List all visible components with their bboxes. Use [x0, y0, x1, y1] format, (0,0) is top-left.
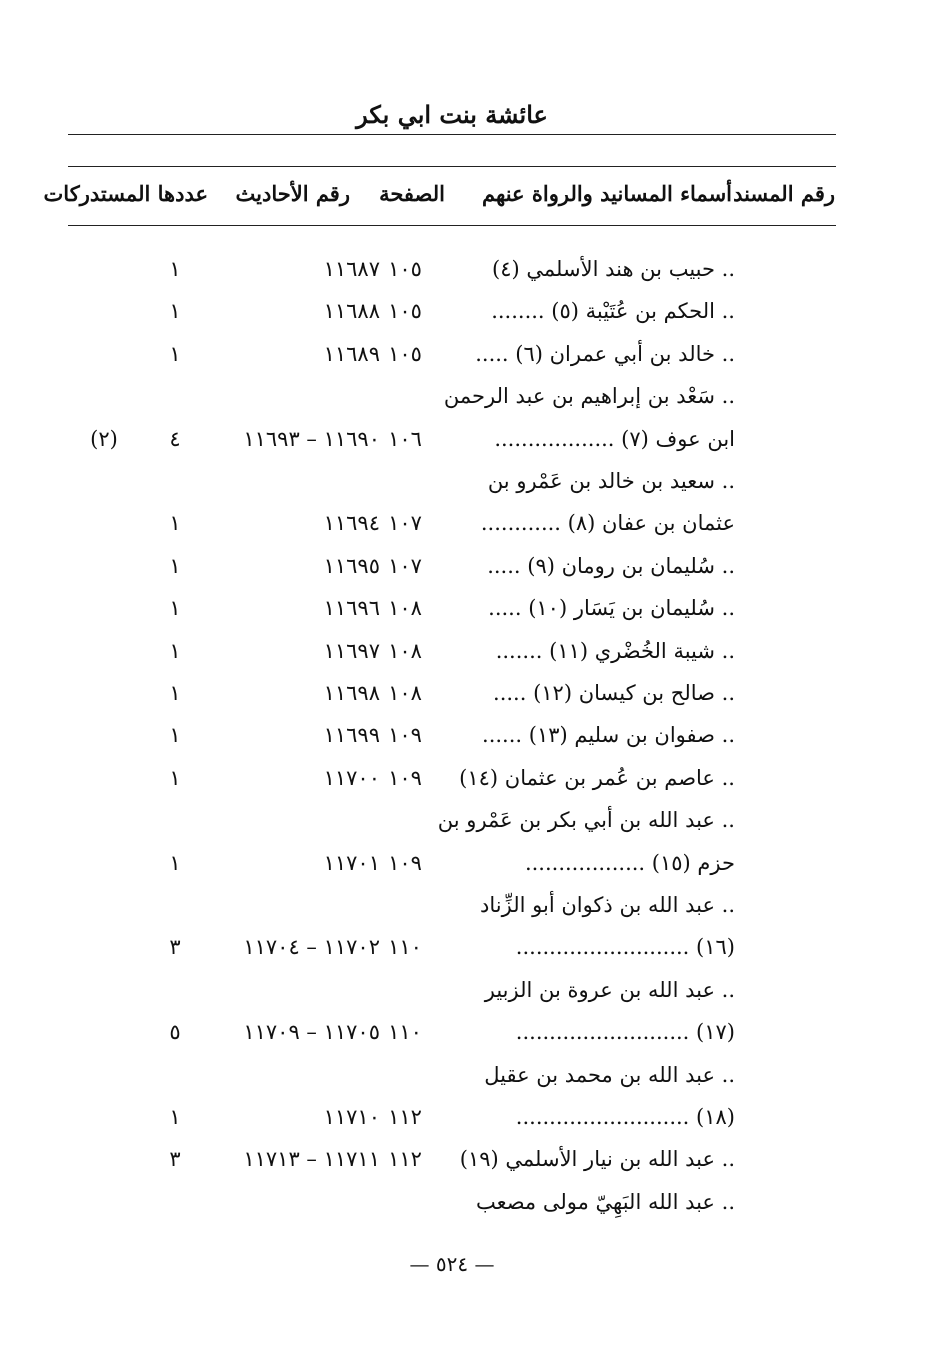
table-row [0, 587, 930, 629]
header-count: عددها المستدركات [43, 181, 208, 206]
mustadrakat-cell: (٢) [90, 427, 118, 451]
header-musnad-number: رقم المسند [733, 181, 835, 206]
table-row [0, 969, 930, 1011]
table-row [0, 714, 930, 756]
mustadrakat-cell [78, 587, 130, 629]
mustadrakat-cell [78, 1096, 130, 1138]
page-number-cell: ١٠٨ [388, 639, 422, 663]
hadith-numbers-cell: ١١٧٠٥ – ١١٧٠٩ [243, 1020, 380, 1044]
hadith-numbers-cell: ١١٦٨٨ [323, 299, 380, 323]
narrator-name: .. عبد الله بن نيار الأسلمي (١٩) [459, 1147, 735, 1171]
mustadrakat-cell [78, 714, 130, 756]
count-cell: ٤ [169, 427, 181, 451]
hadith-numbers-cell: ١١٧٠٢ – ١١٧٠٤ [243, 935, 380, 959]
page-number-cell: ١٠٥ [388, 342, 422, 366]
table-row [0, 1054, 930, 1096]
mustadrakat-cell [78, 630, 130, 672]
table-row [0, 884, 930, 926]
page-number-cell: ١٠٦ [388, 427, 422, 451]
table-row [0, 1011, 930, 1053]
page-number-cell: ١٠٩ [388, 723, 422, 747]
hadith-numbers-cell [190, 375, 380, 417]
page-number-cell: ١١٢ [388, 1147, 422, 1171]
header-page: الصفحة [379, 181, 445, 206]
mustadrakat-cell [78, 969, 130, 1011]
hadith-numbers-cell: ١١٦٩٤ [323, 511, 380, 535]
page-number-cell [375, 460, 435, 502]
hadith-numbers-cell: ١١٦٩٩ [323, 723, 380, 747]
mustadrakat-cell [78, 799, 130, 841]
narrator-name: .. سَعْد بن إبراهيم بن عبد الرحمن [443, 384, 735, 408]
narrator-name: .. سُليمان بن رومان (٩) ..... [487, 554, 735, 578]
narrator-name: .. عبد الله بن أبي بكر بن عَمْرو بن [437, 808, 735, 832]
page-number-cell [375, 1181, 435, 1223]
hadith-numbers-cell: ١١٦٨٩ [323, 342, 380, 366]
page-number-cell: ١١٢ [388, 1105, 422, 1129]
page-number-cell: ١٠٩ [388, 851, 422, 875]
count-cell: ١ [169, 299, 181, 323]
mustadrakat-cell [78, 460, 130, 502]
table-row [0, 1138, 930, 1180]
page-number-cell [375, 969, 435, 1011]
narrator-name: .. عبد الله بن ذكوان أبو الزِّناد [480, 893, 735, 917]
hadith-numbers-cell [190, 799, 380, 841]
count-cell [155, 460, 195, 502]
count-cell: ١ [169, 723, 181, 747]
page-number-cell [375, 1054, 435, 1096]
hadith-numbers-cell [190, 884, 380, 926]
narrator-name: ابن عوف (٧) .................. [494, 427, 735, 451]
mustadrakat-cell [78, 1011, 130, 1053]
mustadrakat-cell [78, 1138, 130, 1180]
mustadrakat-cell [78, 375, 130, 417]
mustadrakat-cell [78, 884, 130, 926]
narrator-name: .. سُليمان بن يَسَار (١٠) ..... [488, 596, 735, 620]
table-row [0, 630, 930, 672]
header-top-rule [68, 166, 836, 167]
narrator-name: .. شيبة الخُضْري (١١) ....... [495, 639, 735, 663]
count-cell [155, 1181, 195, 1223]
page-number: — ٥٢٤ — [409, 1252, 495, 1276]
narrator-name: .. عاصم بن عُمر بن عثمان (١٤) [459, 766, 735, 790]
header-names: أسماء المسانيد والرواة عنهم [482, 181, 732, 206]
mustadrakat-cell [78, 672, 130, 714]
narrator-name: حزم (١٥) .................. [524, 851, 735, 875]
page-number-cell: ١٠٨ [388, 596, 422, 620]
hadith-numbers-cell: ١١٧١٠ [323, 1105, 380, 1129]
narrator-name: (١٨) .......................... [515, 1105, 735, 1129]
count-cell: ١ [169, 511, 181, 535]
count-cell [155, 375, 195, 417]
table-row [0, 545, 930, 587]
count-cell: ١ [169, 681, 181, 705]
header-hadith-numbers: رقم الأحاديث [235, 181, 350, 206]
hadith-numbers-cell: ١١٦٩٥ [323, 554, 380, 578]
table-row [0, 460, 930, 502]
table-row [0, 418, 930, 460]
mustadrakat-cell [78, 842, 130, 884]
narrator-name: .. الحكم بن عُتَيْبة (٥) ........ [491, 299, 735, 323]
hadith-numbers-cell [190, 460, 380, 502]
table-row [0, 375, 930, 417]
table-row [0, 926, 930, 968]
hadith-numbers-cell: ١١٦٩٦ [323, 596, 380, 620]
mustadrakat-cell [78, 290, 130, 332]
table-row [0, 799, 930, 841]
page-number-cell: ١٠٥ [388, 299, 422, 323]
mustadrakat-cell [78, 248, 130, 290]
header-bottom-rule [68, 225, 836, 226]
mustadrakat-cell [78, 1181, 130, 1223]
mustadrakat-cell [78, 502, 130, 544]
narrator-name: .. عبد الله البَهِيّ مولى مصعب [475, 1190, 735, 1214]
page-number-cell: ١١٠ [388, 935, 422, 959]
mustadrakat-cell [78, 757, 130, 799]
narrator-name: .. صفوان بن سليم (١٣) ...... [482, 723, 735, 747]
narrator-name: .. صالح بن كيسان (١٢) ..... [493, 681, 735, 705]
count-cell: ١ [169, 596, 181, 620]
hadith-numbers-cell: ١١٧٠٠ [323, 766, 380, 790]
hadith-numbers-cell: ١١٧١١ – ١١٧١٣ [243, 1147, 380, 1171]
narrator-name: .. حبيب بن هند الأسلمي (٤) [492, 257, 735, 281]
hadith-numbers-cell [190, 969, 380, 1011]
page-title: عائشة بنت ابي بكر [356, 100, 548, 129]
narrator-name: (١٦) .......................... [515, 935, 735, 959]
count-cell: ١ [169, 639, 181, 663]
count-cell: ٥ [169, 1020, 181, 1044]
narrator-name: عثمان بن عفان (٨) ............ [480, 511, 735, 535]
page-number-cell: ١١٠ [388, 1020, 422, 1044]
page-number-cell [375, 799, 435, 841]
narrator-name: .. عبد الله بن عروة بن الزبير [484, 978, 735, 1002]
table-row [0, 842, 930, 884]
narrator-name: (١٧) .......................... [515, 1020, 735, 1044]
narrator-name: .. خالد بن أبي عمران (٦) ..... [475, 342, 735, 366]
page-number-cell: ١٠٥ [388, 257, 422, 281]
count-cell: ١ [169, 766, 181, 790]
count-cell: ١ [169, 342, 181, 366]
mustadrakat-cell [78, 926, 130, 968]
count-cell [155, 799, 195, 841]
table-row [0, 672, 930, 714]
count-cell: ٣ [169, 935, 181, 959]
top-rule [68, 134, 836, 135]
page-number-cell [375, 375, 435, 417]
narrator-name: .. عبد الله بن محمد بن عقيل [484, 1063, 735, 1087]
page-number-cell: ١٠٨ [388, 681, 422, 705]
count-cell: ١ [169, 1105, 181, 1129]
count-cell [155, 884, 195, 926]
page-number-cell [375, 884, 435, 926]
hadith-numbers-cell: ١١٧٠١ [323, 851, 380, 875]
count-cell: ١ [169, 257, 181, 281]
mustadrakat-cell [78, 545, 130, 587]
count-cell: ١ [169, 554, 181, 578]
page-number-cell: ١٠٩ [388, 766, 422, 790]
mustadrakat-cell [78, 333, 130, 375]
table-row [0, 333, 930, 375]
table-row [0, 502, 930, 544]
count-cell [155, 969, 195, 1011]
table-row [0, 1181, 930, 1223]
table-row [0, 248, 930, 290]
hadith-numbers-cell [190, 1181, 380, 1223]
hadith-numbers-cell [190, 1054, 380, 1096]
hadith-numbers-cell: ١١٦٩٨ [323, 681, 380, 705]
table-row [0, 1096, 930, 1138]
count-cell: ٣ [169, 1147, 181, 1171]
hadith-numbers-cell: ١١٦٩٠ – ١١٦٩٣ [243, 427, 380, 451]
table-row [0, 757, 930, 799]
mustadrakat-cell [78, 1054, 130, 1096]
page-number-cell: ١٠٧ [388, 554, 422, 578]
hadith-numbers-cell: ١١٦٩٧ [323, 639, 380, 663]
count-cell [155, 1054, 195, 1096]
narrator-name: .. سعيد بن خالد بن عَمْرو بن [487, 469, 735, 493]
table-row [0, 290, 930, 332]
page-number-cell: ١٠٧ [388, 511, 422, 535]
count-cell: ١ [169, 851, 181, 875]
hadith-numbers-cell: ١١٦٨٧ [323, 257, 380, 281]
